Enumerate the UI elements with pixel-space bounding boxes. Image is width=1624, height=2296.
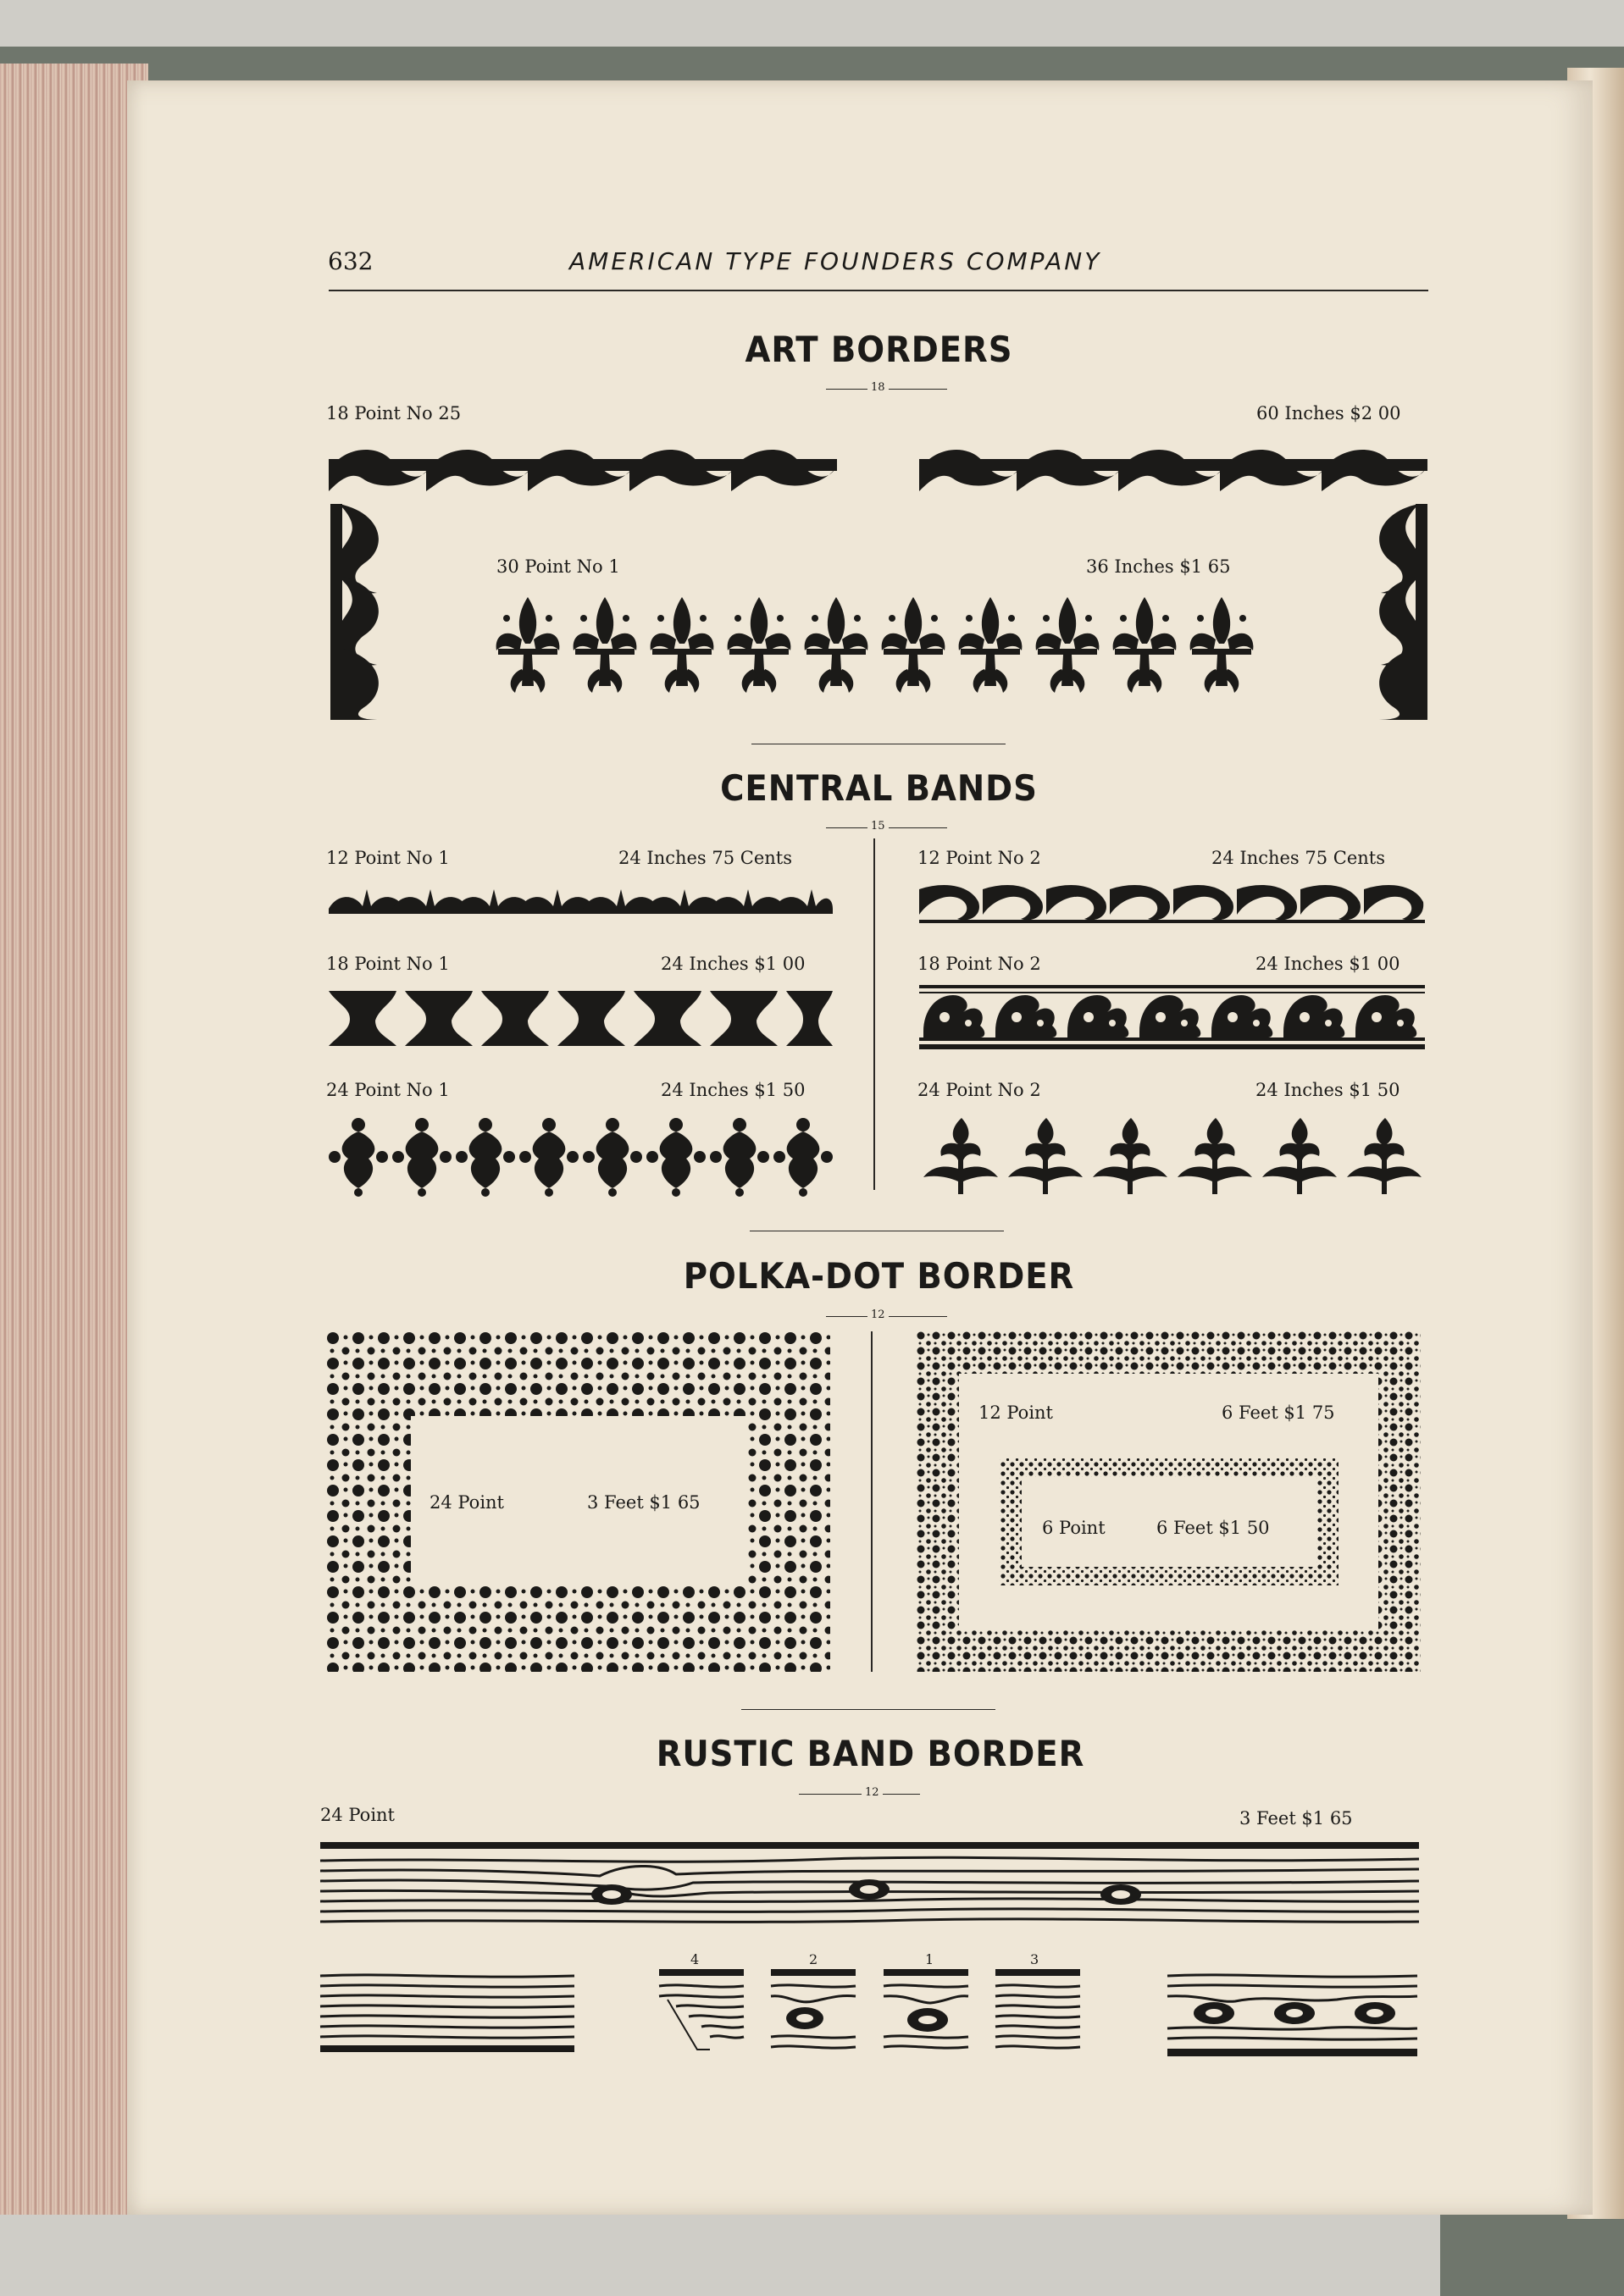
art-border-side-left: [330, 504, 394, 720]
rustic-band-knots: [1167, 1969, 1417, 2058]
rustic-piece-1: [884, 1969, 968, 2054]
band-price-label: 24 Inches 75 Cents: [1211, 848, 1386, 868]
band-24pt-no1: [326, 1116, 834, 1197]
polka-dot-border-24pt: [326, 1331, 830, 1672]
band-12pt-no2: [919, 881, 1425, 927]
rustic-piece-2: [771, 1969, 856, 2054]
fleur-de-lis-border: [490, 593, 1269, 699]
specimen-price-label: 60 Inches $2 00: [1256, 403, 1401, 423]
polka-size-label: 6 Point: [1042, 1518, 1106, 1538]
polka-size-label: 24 Point: [430, 1492, 504, 1513]
rustic-piece-3: [995, 1969, 1080, 2054]
band-size-label: 24 Point No 2: [917, 1080, 1041, 1100]
art-border-top-right: [919, 440, 1427, 500]
rule-number: 12: [867, 1308, 889, 1321]
band-price-label: 24 Inches $1 50: [661, 1080, 806, 1100]
band-size-label: 12 Point No 2: [917, 848, 1041, 868]
specimen-size-label: 18 Point No 25: [326, 403, 462, 423]
rustic-price-label: 3 Feet $1 65: [1239, 1808, 1353, 1829]
rustic-piece-4: [659, 1969, 744, 2054]
central-bands-title: CENTRAL BANDS: [720, 767, 1038, 809]
band-18pt-no1: [329, 987, 833, 1050]
header-rule: [329, 290, 1428, 291]
polka-dot-border-12pt: [917, 1331, 1421, 1672]
rule-number: 15: [867, 820, 889, 833]
band-size-label: 24 Point No 1: [326, 1080, 450, 1100]
polka-price-label: 6 Feet $1 75: [1222, 1402, 1335, 1423]
piece-number: 4: [690, 1951, 700, 1967]
piece-number: 1: [925, 1951, 934, 1967]
band-size-label: 18 Point No 2: [917, 954, 1041, 974]
band-size-label: 12 Point No 1: [326, 848, 450, 868]
polka-price-label: 3 Feet $1 65: [587, 1492, 701, 1513]
section-divider: [741, 1709, 995, 1710]
band-price-label: 24 Inches 75 Cents: [618, 848, 793, 868]
page-edges: [0, 64, 148, 2215]
band-18pt-no2: [919, 985, 1425, 1051]
section-rule: [799, 1794, 920, 1795]
book-cover-top: [0, 47, 1624, 80]
specimen-size-label: 30 Point No 1: [496, 556, 620, 577]
band-price-label: 24 Inches $1 50: [1255, 1080, 1400, 1100]
polka-size-label: 12 Point: [978, 1402, 1053, 1423]
polka-price-label: 6 Feet $1 50: [1156, 1518, 1270, 1538]
rustic-size-label: 24 Point: [320, 1805, 395, 1825]
band-24pt-no2: [919, 1114, 1425, 1198]
piece-number: 2: [809, 1951, 818, 1967]
art-borders-title: ART BORDERS: [745, 329, 1013, 370]
specimen-price-label: 36 Inches $1 65: [1086, 556, 1231, 577]
rustic-band-full: [320, 1842, 1419, 1931]
band-size-label: 18 Point No 1: [326, 954, 450, 974]
art-border-side-right: [1364, 504, 1427, 720]
band-12pt-no1: [329, 885, 833, 919]
rustic-band-straight: [320, 1969, 574, 2054]
band-price-label: 24 Inches $1 00: [661, 954, 806, 974]
running-head: AMERICAN TYPE FOUNDERS COMPANY: [569, 247, 1102, 275]
band-price-label: 24 Inches $1 00: [1255, 954, 1400, 974]
art-border-top-left: [329, 440, 837, 500]
polka-dot-border-title: POLKA-DOT BORDER: [683, 1255, 1075, 1297]
rule-number: 12: [862, 1786, 883, 1799]
page-number: 632: [328, 247, 374, 275]
rule-number: 18: [867, 381, 889, 394]
rustic-band-border-title: RUSTIC BAND BORDER: [656, 1733, 1085, 1774]
piece-number: 3: [1030, 1951, 1039, 1967]
column-divider: [873, 838, 875, 1190]
column-divider: [871, 1331, 873, 1672]
